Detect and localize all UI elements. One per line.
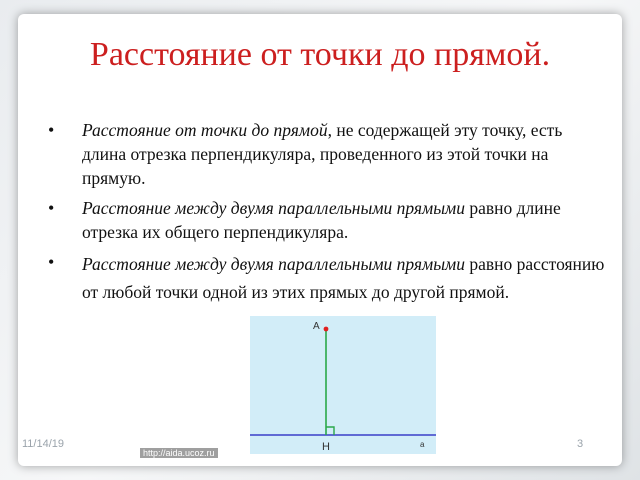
bullet-text: , не содержащей эту точку, есть длина отрезка перпендикуляра, проведенного из этой точки на прямую. <box>82 120 563 188</box>
perpendicular-diagram <box>250 316 436 454</box>
bullet-item <box>48 118 608 190</box>
point-label: A <box>313 321 320 332</box>
point-a <box>324 327 329 332</box>
footer-date: 11/14/19 <box>22 438 65 450</box>
right-angle-mark <box>326 427 334 435</box>
slide-title: Расстояние от точки до прямой. <box>89 36 551 73</box>
perpendicular-figure <box>250 316 436 454</box>
bullet-item <box>48 250 608 306</box>
bullet-icon: • <box>48 252 55 272</box>
bullet-text: равно длине отрезка их общего перпендикуляра. <box>82 198 561 242</box>
line-label: a <box>420 440 425 449</box>
foot-label: H <box>322 441 330 453</box>
bullet-icon: • <box>48 198 55 218</box>
slide <box>18 14 622 466</box>
bullet-term: Расстояние от точки до прямой <box>82 120 328 140</box>
bullet-term: Расстояние между двумя параллельными прямыми <box>82 198 465 218</box>
bullet-list <box>48 118 608 312</box>
bullet-item <box>48 196 608 244</box>
watermark: http://aida.ucoz.ru <box>140 448 218 458</box>
page-number: 3 <box>577 438 584 450</box>
bullet-term: Расстояние между двумя параллельными прямыми <box>82 254 465 274</box>
bullet-icon: • <box>48 120 55 140</box>
bullet-text: равно расстоянию от любой точки одной из этих прямых до другой прямой. <box>82 254 605 302</box>
